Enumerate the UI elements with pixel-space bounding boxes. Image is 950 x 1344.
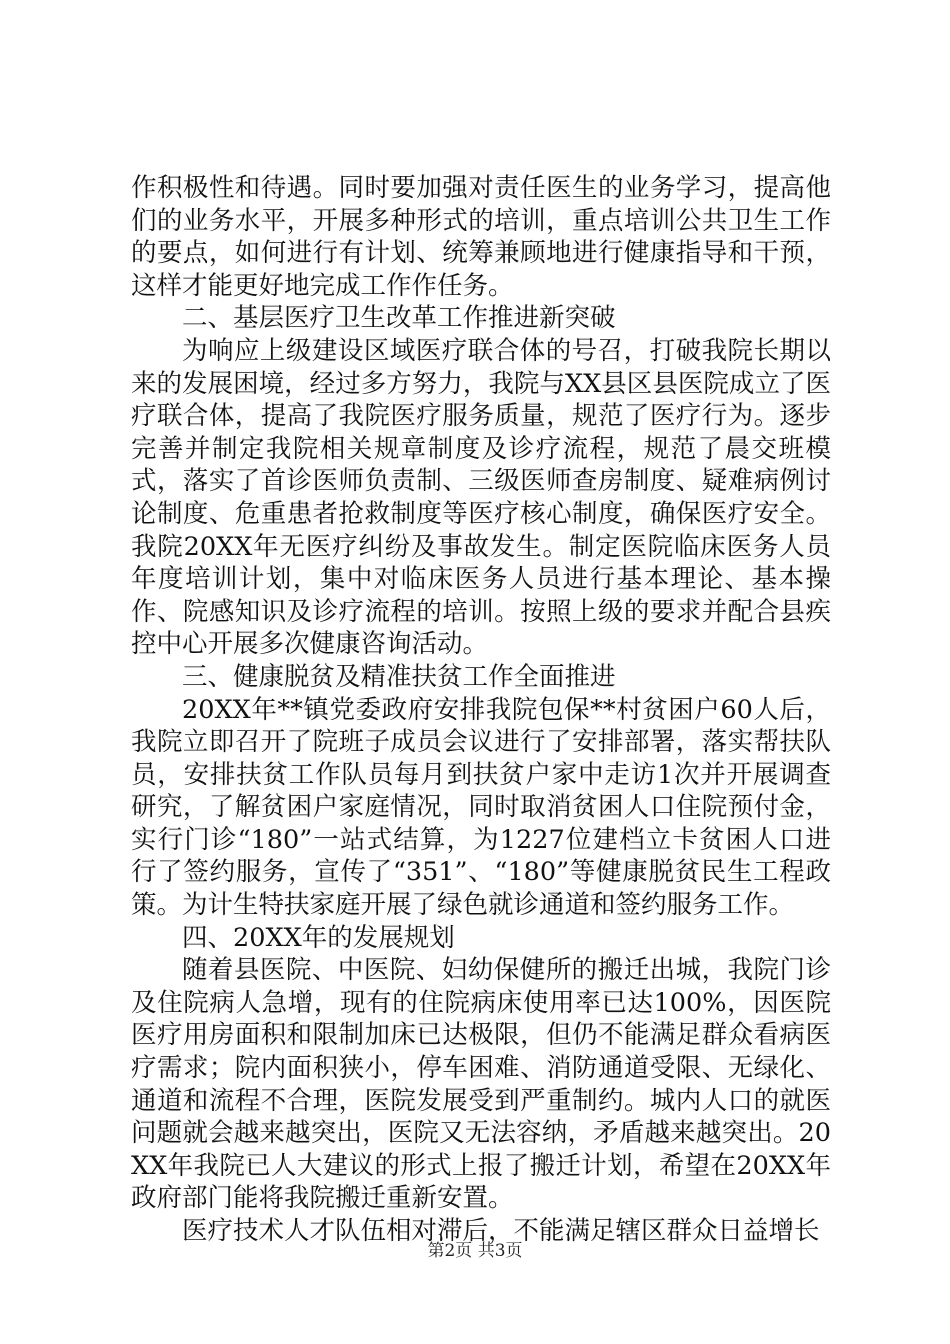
section-heading-4: 四、20XX年的发展规划: [182, 922, 455, 953]
page-number-label: 第2页 共3页: [427, 1241, 523, 1261]
document-body: [131, 172, 831, 1248]
page-footer: [0, 1240, 950, 1262]
section-heading-2: 二、基层医疗卫生改革工作推进新突破: [182, 303, 616, 334]
paragraph-1: 作积极性和待遇。同时要加强对责任医生的业务学习，提高他们的业务水平，开展多种形式的培训，重点培训公共卫生工作的要点，如何进行有计划、统筹兼顾地进行健康指导和干预，这样才能更好地完成工作作任务。: [131, 173, 831, 301]
paragraph-3: 20XX年**镇党委政府安排我院包保**村贫困户60人后，我院立即召开了院班子成员会议进行了安排部署，落实帮扶队员，安排扶贫工作队员每月到扶贫户家中走访1次并开展调查研究，了解贫困户家庭情况，同时取消贫困人口住院预付金，实行门诊“180”一站式结算，为1227位建档立卡贫困人口进行了签约服务，宣传了“351”、“180”等健康脱贫民生工程政策。为计生特扶家庭开展了绿色就诊通道和签约服务工作。: [131, 694, 831, 921]
paragraph-5: 医疗技术人才队伍相对滞后，不能满足辖区群众日益增长: [182, 1216, 820, 1246]
paragraph-4: 随着县医院、中医院、妇幼保健所的搬迁出城，我院门诊及住院病人急增，现有的住院病床使用率已达100%，因医院医疗用房面积和限制加床已达极限，但仍不能满足群众看病医疗需求；院内面积狭小，停车困难、消防通道受限、无绿化、通道和流程不合理，医院发展受到严重制约。城内人口的就医问题就会越来越突出，医院又无法容纳，矛盾越来越突出。20XX年我院已人大建议的形式上报了搬迁计划，希望在20XX年政府部门能将我院搬迁重新安置。: [131, 955, 831, 1214]
paragraph-2: 为响应上级建设区域医疗联合体的号召，打破我院长期以来的发展困境，经过多方努力，我院与XX县区县医院成立了医疗联合体，提高了我院医疗服务质量，规范了医疗行为。逐步完善并制定我院相关规章制度及诊疗流程，规范了晨交班模式，落实了首诊医师负责制、三级医师查房制度、疑难病例讨论制度、危重患者抢救制度等医疗核心制度，确保医疗安全。我院20XX年无医疗纠纷及事故发生。制定医院临床医务人员年度培训计划，集中对临床医务人员进行基本理论、基本操作、院感知识及诊疗流程的培训。按照上级的要求并配合县疾控中心开展多次健康咨询活动。: [131, 335, 831, 660]
section-heading-3: 三、健康脱贫及精准扶贫工作全面推进: [182, 661, 616, 692]
